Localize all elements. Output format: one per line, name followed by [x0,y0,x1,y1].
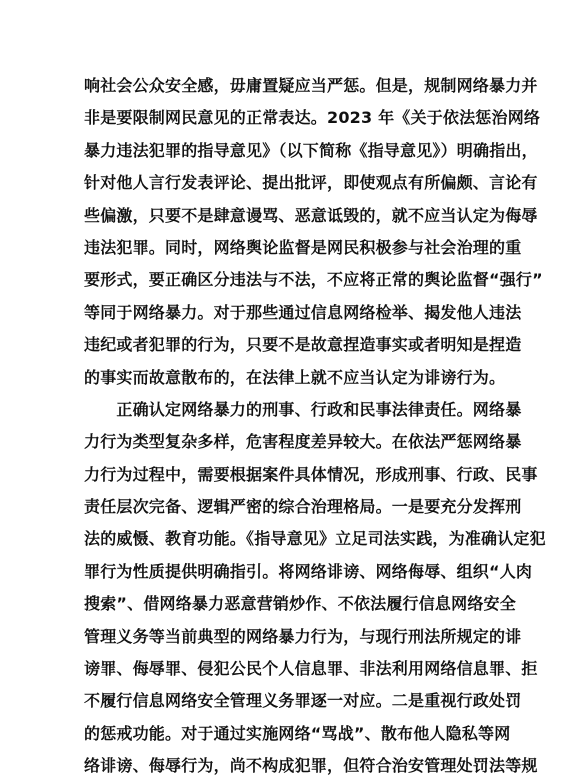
text-line: 正确认定网络暴力的刑事、行政和民事法律责任。网络暴 [84,399,522,419]
text-line: 不履行信息网络安全管理义务罪逐一对应。二是重视行政处罚 [84,691,522,711]
text-line: 罪行为性质提供明确指引。将网络诽谤、网络侮辱、组织“人肉 [84,561,533,581]
text-line: 力行为过程中，需要根据案件具体情况，形成刑事、行政、民事 [84,464,538,484]
text-line: 等同于网络暴力。对于那些通过信息网络检举、揭发他人违法 [84,302,522,322]
text-line: 要形式，要正确区分违法与不法，不应将正常的舆论监督“强行” [84,270,543,290]
text-line: 责任层次完备、逻辑严密的综合治理格局。一是要充分发挥刑 [84,497,522,517]
text-line: 搜索”、借网络暴力恶意营销炒作、不依法履行信息网络安全 [84,594,516,614]
text-line: 响社会公众安全感，毋庸置疑应当严惩。但是，规制网络暴力并 [84,76,538,95]
text-line: 的事实而故意散布的，在法律上就不应当认定为诽谤行为。 [84,367,506,387]
text-line: 暴力违法犯罪的指导意见》（以下简称《指导意见》）明确指出， [84,140,538,160]
text-line: 些偏激，只要不是肆意谩骂、恶意诋毁的，就不应当认定为侮辱 [84,205,538,225]
body-text [84,70,546,783]
text-line: 力行为类型复杂多样，危害程度差异较大。在依法严惩网络暴 [84,432,522,452]
text-line: 违纪或者犯罪的行为，只要不是故意捏造事实或者明知是捏造 [84,335,522,355]
text-line: 针对他人言行发表评论、提出批评，即使观点有所偏颇、言论有 [84,173,538,193]
text-line: 非是要限制网民意见的正常表达。2023 年《关于依法惩治网络 [84,108,541,128]
text-line: 络诽谤、侮辱行为，尚不构成犯罪，但符合治安管理处罚法等规 [84,756,538,776]
text-line: 违法犯罪。同时，网络舆论监督是网民积极参与社会治理的重 [84,237,522,257]
text-line: 谤罪、侮辱罪、侵犯公民个人信息罪、非法利用网络信息罪、拒 [84,659,538,679]
text-line: 法的威慑、教育功能。《指导意见》立足司法实践，为准确认定犯 [84,529,546,549]
text-line: 管理义务等当前典型的网络暴力行为，与现行刑法所规定的诽 [84,626,522,646]
text-line: 的惩戒功能。对于通过实施网络“骂战”、散布他人隐私等网 [84,723,511,743]
